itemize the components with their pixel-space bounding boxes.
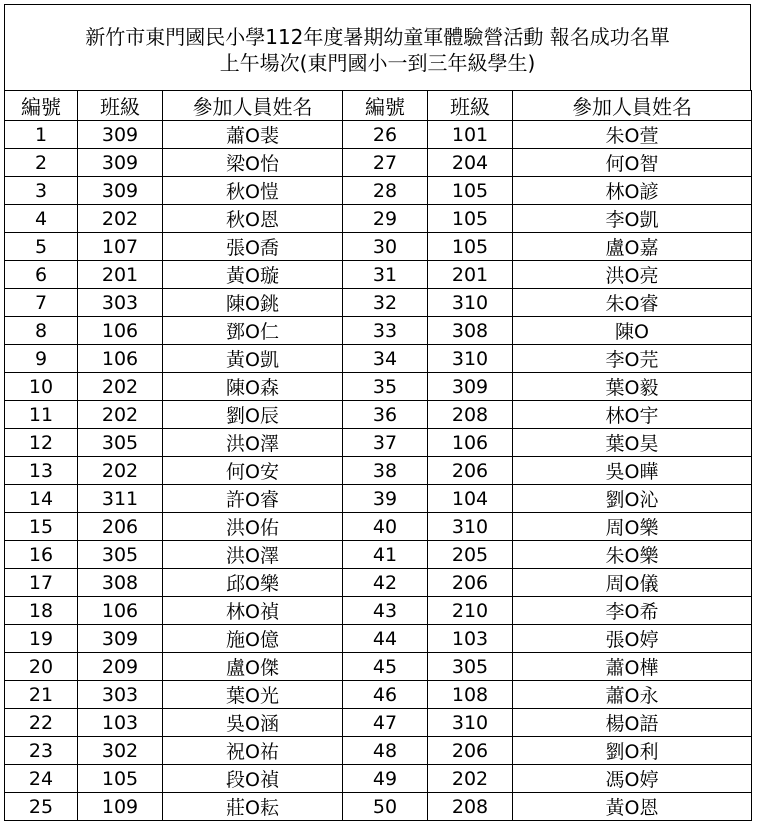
class-cell: 106 xyxy=(78,345,163,373)
number-cell: 15 xyxy=(5,513,78,541)
table-row xyxy=(5,653,752,681)
number-cell: 9 xyxy=(5,345,78,373)
name-cell: 吳O涵 xyxy=(163,709,343,737)
class-cell: 310 xyxy=(428,513,513,541)
class-cell: 303 xyxy=(78,289,163,317)
table-row xyxy=(5,345,752,373)
number-cell: 48 xyxy=(343,737,428,765)
name-cell: 鄧O仁 xyxy=(163,317,343,345)
number-cell: 46 xyxy=(343,681,428,709)
number-cell: 17 xyxy=(5,569,78,597)
name-cell: 段O禎 xyxy=(163,765,343,793)
number-cell: 43 xyxy=(343,597,428,625)
class-cell: 202 xyxy=(78,401,163,429)
number-cell: 35 xyxy=(343,373,428,401)
title-block xyxy=(4,4,751,91)
class-cell: 305 xyxy=(78,429,163,457)
name-cell: 梁O怡 xyxy=(163,149,343,177)
class-cell: 103 xyxy=(428,625,513,653)
name-cell: 洪O澤 xyxy=(163,541,343,569)
class-cell: 201 xyxy=(78,261,163,289)
class-cell: 105 xyxy=(428,205,513,233)
table-row xyxy=(5,541,752,569)
class-cell: 308 xyxy=(78,569,163,597)
number-cell: 18 xyxy=(5,597,78,625)
number-cell: 42 xyxy=(343,569,428,597)
class-cell: 205 xyxy=(428,541,513,569)
number-cell: 14 xyxy=(5,485,78,513)
name-cell: 陳O銚 xyxy=(163,289,343,317)
name-cell: 洪O亮 xyxy=(513,261,752,289)
number-cell: 44 xyxy=(343,625,428,653)
name-cell: 邱O樂 xyxy=(163,569,343,597)
class-cell: 308 xyxy=(428,317,513,345)
table-row xyxy=(5,457,752,485)
table-row xyxy=(5,317,752,345)
table-row xyxy=(5,681,752,709)
name-cell: 莊O耘 xyxy=(163,793,343,821)
name-cell: 周O儀 xyxy=(513,569,752,597)
name-cell: 黃O凱 xyxy=(163,345,343,373)
number-cell: 7 xyxy=(5,289,78,317)
name-cell: 周O樂 xyxy=(513,513,752,541)
name-cell: 楊O語 xyxy=(513,709,752,737)
name-cell: 林O諺 xyxy=(513,177,752,205)
class-cell: 302 xyxy=(78,737,163,765)
header-class-left: 班級 xyxy=(78,91,163,121)
name-cell: 何O安 xyxy=(163,457,343,485)
name-cell: 葉O毅 xyxy=(513,373,752,401)
header-number-right: 編號 xyxy=(343,91,428,121)
number-cell: 39 xyxy=(343,485,428,513)
class-cell: 201 xyxy=(428,261,513,289)
number-cell: 20 xyxy=(5,653,78,681)
name-cell: 盧O傑 xyxy=(163,653,343,681)
class-cell: 106 xyxy=(428,429,513,457)
table-row xyxy=(5,709,752,737)
number-cell: 5 xyxy=(5,233,78,261)
name-cell: 葉O光 xyxy=(163,681,343,709)
roster-sheet xyxy=(4,4,751,819)
number-cell: 24 xyxy=(5,765,78,793)
table-row xyxy=(5,121,752,149)
name-cell: 李O希 xyxy=(513,597,752,625)
name-cell: 蕭O裴 xyxy=(163,121,343,149)
number-cell: 16 xyxy=(5,541,78,569)
table-row xyxy=(5,373,752,401)
class-cell: 210 xyxy=(428,597,513,625)
number-cell: 3 xyxy=(5,177,78,205)
name-cell: 馮O婷 xyxy=(513,765,752,793)
class-cell: 309 xyxy=(78,149,163,177)
header-class-right: 班級 xyxy=(428,91,513,121)
class-cell: 311 xyxy=(78,485,163,513)
table-row xyxy=(5,233,752,261)
number-cell: 4 xyxy=(5,205,78,233)
number-cell: 25 xyxy=(5,793,78,821)
class-cell: 103 xyxy=(78,709,163,737)
number-cell: 36 xyxy=(343,401,428,429)
class-cell: 105 xyxy=(78,765,163,793)
number-cell: 33 xyxy=(343,317,428,345)
name-cell: 葉O昊 xyxy=(513,429,752,457)
class-cell: 206 xyxy=(428,457,513,485)
table-row xyxy=(5,289,752,317)
number-cell: 29 xyxy=(343,205,428,233)
name-cell: 朱O萱 xyxy=(513,121,752,149)
class-cell: 204 xyxy=(428,149,513,177)
class-cell: 101 xyxy=(428,121,513,149)
name-cell: 李O芫 xyxy=(513,345,752,373)
name-cell: 祝O祐 xyxy=(163,737,343,765)
document-title: 新竹市東門國民小學112年度暑期幼童軍體驗營活動 報名成功名單 xyxy=(85,25,670,49)
roster-table xyxy=(4,90,752,821)
header-name-right: 參加人員姓名 xyxy=(513,91,752,121)
class-cell: 206 xyxy=(428,569,513,597)
class-cell: 206 xyxy=(428,737,513,765)
class-cell: 310 xyxy=(428,709,513,737)
header-name-left: 參加人員姓名 xyxy=(163,91,343,121)
number-cell: 34 xyxy=(343,345,428,373)
table-row xyxy=(5,401,752,429)
class-cell: 206 xyxy=(78,513,163,541)
number-cell: 30 xyxy=(343,233,428,261)
name-cell: 秋O愷 xyxy=(163,177,343,205)
class-cell: 309 xyxy=(78,121,163,149)
name-cell: 劉O利 xyxy=(513,737,752,765)
name-cell: 陳O森 xyxy=(163,373,343,401)
number-cell: 37 xyxy=(343,429,428,457)
name-cell: 施O億 xyxy=(163,625,343,653)
number-cell: 41 xyxy=(343,541,428,569)
class-cell: 310 xyxy=(428,345,513,373)
table-row xyxy=(5,261,752,289)
name-cell: 李O凱 xyxy=(513,205,752,233)
class-cell: 109 xyxy=(78,793,163,821)
number-cell: 45 xyxy=(343,653,428,681)
class-cell: 202 xyxy=(78,205,163,233)
number-cell: 27 xyxy=(343,149,428,177)
number-cell: 50 xyxy=(343,793,428,821)
class-cell: 305 xyxy=(78,541,163,569)
number-cell: 38 xyxy=(343,457,428,485)
class-cell: 303 xyxy=(78,681,163,709)
class-cell: 107 xyxy=(78,233,163,261)
name-cell: 許O睿 xyxy=(163,485,343,513)
table-row xyxy=(5,429,752,457)
name-cell: 洪O澤 xyxy=(163,429,343,457)
document-subtitle: 上午場次(東門國小一到三年級學生) xyxy=(219,51,536,75)
name-cell: 秋O恩 xyxy=(163,205,343,233)
class-cell: 202 xyxy=(78,373,163,401)
number-cell: 47 xyxy=(343,709,428,737)
number-cell: 8 xyxy=(5,317,78,345)
name-cell: 吳O曄 xyxy=(513,457,752,485)
name-cell: 林O宇 xyxy=(513,401,752,429)
class-cell: 208 xyxy=(428,793,513,821)
class-cell: 108 xyxy=(428,681,513,709)
number-cell: 23 xyxy=(5,737,78,765)
table-row xyxy=(5,737,752,765)
number-cell: 1 xyxy=(5,121,78,149)
number-cell: 28 xyxy=(343,177,428,205)
name-cell: 陳O xyxy=(513,317,752,345)
number-cell: 22 xyxy=(5,709,78,737)
number-cell: 26 xyxy=(343,121,428,149)
number-cell: 19 xyxy=(5,625,78,653)
table-row xyxy=(5,205,752,233)
class-cell: 106 xyxy=(78,597,163,625)
class-cell: 106 xyxy=(78,317,163,345)
class-cell: 202 xyxy=(78,457,163,485)
class-cell: 208 xyxy=(428,401,513,429)
class-cell: 309 xyxy=(428,373,513,401)
number-cell: 21 xyxy=(5,681,78,709)
name-cell: 張O婷 xyxy=(513,625,752,653)
name-cell: 劉O沁 xyxy=(513,485,752,513)
number-cell: 2 xyxy=(5,149,78,177)
table-row xyxy=(5,597,752,625)
table-row xyxy=(5,485,752,513)
number-cell: 12 xyxy=(5,429,78,457)
name-cell: 洪O佑 xyxy=(163,513,343,541)
class-cell: 105 xyxy=(428,233,513,261)
class-cell: 310 xyxy=(428,289,513,317)
class-cell: 309 xyxy=(78,625,163,653)
name-cell: 朱O睿 xyxy=(513,289,752,317)
number-cell: 32 xyxy=(343,289,428,317)
class-cell: 209 xyxy=(78,653,163,681)
name-cell: 蕭O樺 xyxy=(513,653,752,681)
table-row xyxy=(5,149,752,177)
class-cell: 105 xyxy=(428,177,513,205)
table-row xyxy=(5,569,752,597)
table-row xyxy=(5,625,752,653)
header-number-left: 編號 xyxy=(5,91,78,121)
roster-body xyxy=(5,121,752,821)
name-cell: 林O禎 xyxy=(163,597,343,625)
number-cell: 13 xyxy=(5,457,78,485)
name-cell: 劉O辰 xyxy=(163,401,343,429)
class-cell: 309 xyxy=(78,177,163,205)
number-cell: 6 xyxy=(5,261,78,289)
number-cell: 10 xyxy=(5,373,78,401)
table-row xyxy=(5,177,752,205)
name-cell: 黃O璇 xyxy=(163,261,343,289)
table-row xyxy=(5,793,752,821)
class-cell: 104 xyxy=(428,485,513,513)
table-row xyxy=(5,513,752,541)
class-cell: 202 xyxy=(428,765,513,793)
name-cell: 朱O樂 xyxy=(513,541,752,569)
class-cell: 305 xyxy=(428,653,513,681)
number-cell: 11 xyxy=(5,401,78,429)
table-row xyxy=(5,765,752,793)
name-cell: 盧O嘉 xyxy=(513,233,752,261)
name-cell: 蕭O永 xyxy=(513,681,752,709)
number-cell: 49 xyxy=(343,765,428,793)
name-cell: 何O智 xyxy=(513,149,752,177)
number-cell: 40 xyxy=(343,513,428,541)
name-cell: 黃O恩 xyxy=(513,793,752,821)
name-cell: 張O喬 xyxy=(163,233,343,261)
number-cell: 31 xyxy=(343,261,428,289)
header-row xyxy=(5,91,752,121)
